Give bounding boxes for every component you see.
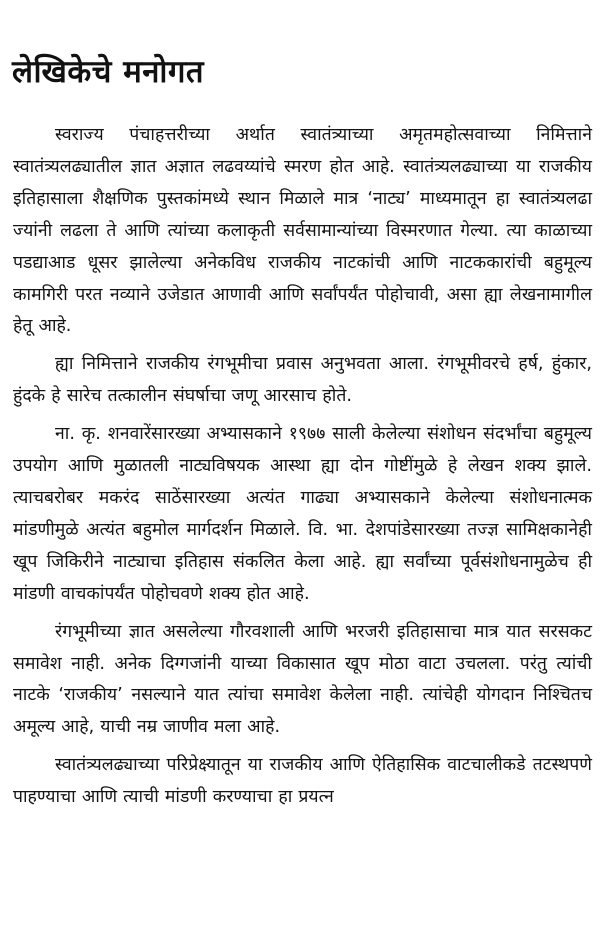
paragraph-2: ह्या निमित्ताने राजकीय रंगभूमीचा प्रवास अनुभवता आला. रंगभूमीवरचे हर्ष, हुंकार, हुंदके हे सारेच तत्कालीन संघर्षाचा जणू आरसाच होते. bbox=[13, 354, 592, 407]
page-title: लेखिकेचे मनोगत bbox=[12, 54, 205, 90]
paragraph-1: स्वराज्य पंचाहत्तरीच्या अर्थात स्वातंत्र्याच्या अमृतमहोत्सवाच्या निमित्ताने स्वातंत्र्यलढ्यातील ज्ञात अज्ञात लढवय्यांचे स्मरण होत आहे. स्वातंत्र्यलढ्याच्या या राजकीय इतिहासाला शैक्षणिक पुस्तकांमध्ये स्थान मिळाले मात्र ‘नाट्य’ माध्यमातून हा स्वातंत्र्यलढा ज्यांनी लढला ते आणि त्यांच्या कलाकृती सर्वसामान्यांच्या विस्मरणात गेल्या. त्या काळाच्या पडद्याआड धूसर झालेल्या अनेकविध राजकीय नाटकांची आणि नाटककारांची बहुमूल्य कामगिरी परत नव्याने उजेडात आणावी आणि सर्वांपर्यंत पोहोचावी, असा ह्या लेखनामागील हेतू आहे. bbox=[13, 125, 592, 337]
paragraph-5: स्वातंत्र्यलढ्याच्या परिप्रेक्ष्यातून या राजकीय आणि ऐतिहासिक वाटचालीकडे तटस्थपणे पाहण्याचा आणि त्याची मांडणी करण्याचा हा प्रयत्न bbox=[13, 755, 592, 808]
paragraph-3: ना. कृ. शनवारेंसारख्या अभ्यासकाने १९७७ साली केलेल्या संशोधन संदर्भांचा बहुमूल्य उपयोग आणि मुळातली नाट्यविषयक आस्था ह्या दोन गोष्टींमुळे हे लेखन शक्य झाले. त्याचबरोबर मकरंद साठेंसारख्या अत्यंत गाढ्या अभ्यासकाने केलेल्या संशोधनात्मक मांडणीमुळे अत्यंत बहुमोल मार्गदर्शन मिळाले. वि. भा. देशपांडेसारख्या तज्ज्ञ सामिक्षकानेही खूप जिकिरीने नाट्याचा इतिहास संकलित केला आहे. ह्या सर्वांच्या पूर्वसंशोधनामुळेच ही मांडणी वाचकांपर्यंत पोहोचवणे शक्य होत आहे. bbox=[13, 424, 592, 604]
body-text bbox=[13, 120, 592, 814]
paragraph-4: रंगभूमीच्या ज्ञात असलेल्या गौरवशाली आणि भरजरी इतिहासाचा मात्र यात सरसकट समावेश नाही. अनेक दिग्गजांनी याच्या विकासात खूप मोठा वाटा उचलला. परंतु त्यांची नाटके ‘राजकीय’ नसल्याने यात त्यांचा समावेश केलेला नाही. त्यांचेही योगदान निश्चितच अमूल्य आहे, याची नम्र जाणीव मला आहे. bbox=[13, 621, 592, 738]
